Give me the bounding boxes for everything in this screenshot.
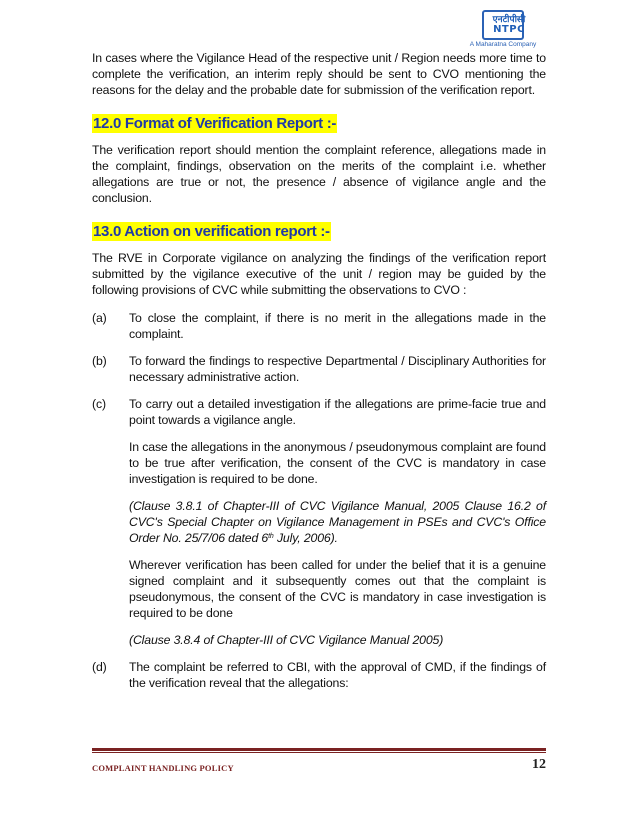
list-item-text: To close the complaint, if there is no merit in the allegations made in the complaint. bbox=[129, 311, 546, 341]
list-item-text: The complaint be referred to CBI, with the approval of CMD, if the findings of the verification reveal that the allegations: bbox=[129, 660, 546, 690]
section-13-body: The RVE in Corporate vigilance on analyzing the findings of the verification report submitted by the vigilance executive of the unit / region may be guided by the following provisions of CVC while submitting the observations to CVO : bbox=[92, 251, 546, 297]
item-c-paragraph-2: Wherever verification has been called for under the belief that it is a genuine signed complaint and it subsequently comes out that the complaint is pseudonymous, the consent of the CVC is mandatory in case investigation is required to be done bbox=[129, 558, 546, 620]
list-item-c bbox=[92, 396, 546, 428]
list-item-a bbox=[92, 310, 546, 342]
list-item-b bbox=[92, 353, 546, 385]
list-item-number: (b) bbox=[92, 354, 107, 368]
list-item-text: To carry out a detailed investigation if the allegations are prime-facie true and point towards a vigilance angle. bbox=[129, 397, 546, 427]
list-item-text: To forward the findings to respective Departmental / Disciplinary Authorities for necessary administrative action. bbox=[129, 354, 546, 384]
logo-brand-text: NTPC bbox=[493, 24, 525, 35]
ntpc-logo bbox=[470, 10, 548, 48]
item-c-reference-1 bbox=[129, 498, 546, 546]
list-item-d bbox=[92, 659, 546, 691]
list-item-number: (c) bbox=[92, 397, 106, 411]
reference-1-text: (Clause 3.8.1 of Chapter-III of CVC Vigilance Manual, 2005 Clause 16.2 of CVC's Special Chapter on Vigilance Management in PSEs and CVC's Office Order No. 25/7/06 dated 6 bbox=[129, 499, 546, 545]
item-c-reference-2: (Clause 3.8.4 of Chapter-III of CVC Vigilance Manual 2005) bbox=[129, 633, 444, 647]
section-12-body: The verification report should mention the complaint reference, allegations made in the complaint, findings, observation on the merits of the complaint i.e. whether allegations are true or not, the presence / absence of vigilance angle and the conclusion. bbox=[92, 143, 546, 205]
section-13-heading: 13.0 Action on verification report :- bbox=[93, 223, 330, 240]
logo-hindi-text: एनटीपीसी bbox=[492, 15, 526, 25]
footer-title: COMPLAINT HANDLING POLICY bbox=[92, 763, 234, 773]
reference-1-end: July, 2006). bbox=[273, 531, 338, 545]
section-12-heading: 12.0 Format of Verification Report :- bbox=[93, 115, 337, 132]
footer-rule-thick bbox=[92, 748, 546, 751]
footer-rule-thin bbox=[92, 752, 546, 753]
list-item-number: (a) bbox=[92, 311, 107, 325]
intro-paragraph: In cases where the Vigilance Head of the respective unit / Region needs more time to complete the verification, an interim reply should be sent to CVO mentioning the reasons for the delay and the probable date for submission of the verification report. bbox=[92, 51, 546, 97]
logo-tagline: A Maharatna Company bbox=[469, 41, 537, 48]
item-c-paragraph-1: In case the allegations in the anonymous / pseudonymous complaint are found to be true after verification, the consent of the CVC is mandatory in case investigation is required to be done. bbox=[129, 440, 546, 486]
page-number: 12 bbox=[532, 757, 546, 772]
reference-1-superscript: th bbox=[268, 533, 274, 540]
list-item-number: (d) bbox=[92, 660, 107, 674]
page-content bbox=[92, 50, 546, 702]
